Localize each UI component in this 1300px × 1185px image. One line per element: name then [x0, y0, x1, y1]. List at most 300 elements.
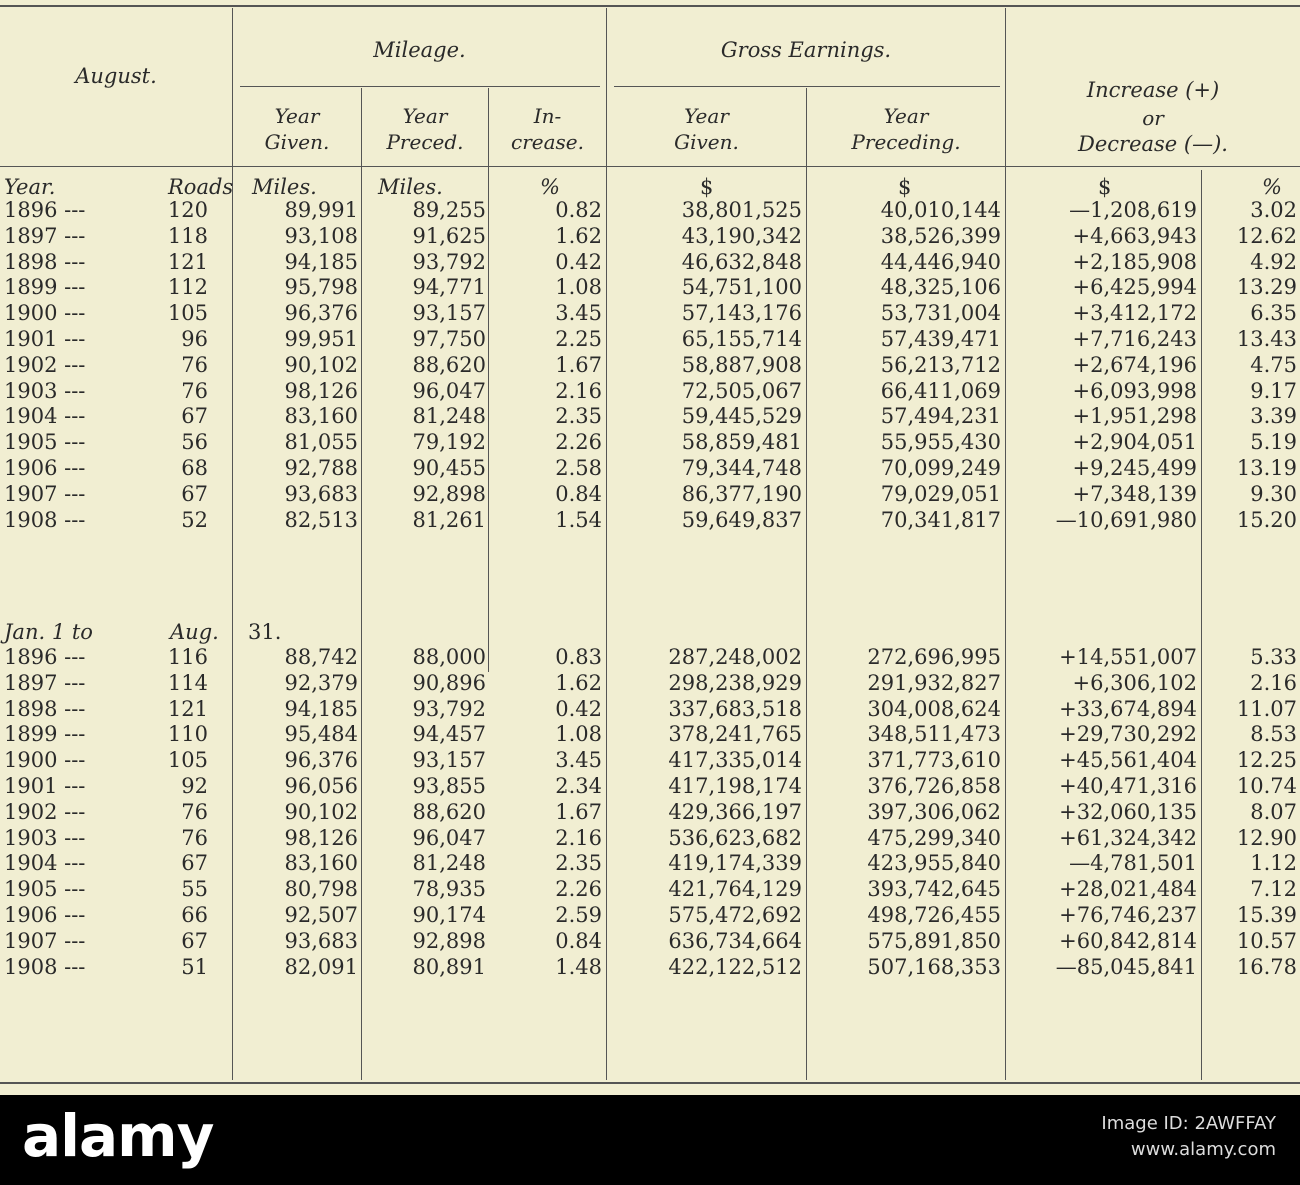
cell-change: +1,951,298 [1072, 404, 1197, 429]
cell-inc: 2.25 [555, 327, 602, 351]
cell-ge-preceding: 38,526,399 [880, 223, 1001, 248]
cell-ge-given: 575,472,692 [668, 903, 802, 927]
cell-change: +14,551,007 [1059, 645, 1197, 669]
cell-given: 80,798 [284, 877, 358, 902]
cell-preced: 90,174 [412, 903, 486, 927]
cell-inc: 3.45 [555, 301, 602, 326]
cell-preced: 80,891 [412, 954, 486, 979]
cell-year: 1908 --- [4, 954, 86, 979]
cell-change-pct: 10.74 [1236, 774, 1297, 798]
cell-preced: 81,261 [412, 507, 486, 532]
cell-change-pct: 6.35 [1250, 301, 1297, 326]
cell-year: 1908 --- [4, 507, 86, 532]
cell-year: 1901 --- [4, 327, 86, 351]
cell-given: 89,991 [284, 198, 358, 222]
cell-change: +32,060,135 [1059, 799, 1197, 824]
cell-roads: 76 [181, 825, 208, 850]
cell-ge-given: 43,190,342 [681, 223, 802, 248]
cell-year: 1903 --- [4, 825, 86, 850]
cell-change: +60,842,814 [1059, 928, 1197, 953]
table-row [0, 801, 1300, 823]
cell-inc: 0.83 [555, 645, 602, 669]
header-increase-1: Increase (+) [1086, 78, 1220, 102]
cell-roads: 121 [167, 696, 208, 721]
cell-roads: 66 [181, 903, 208, 927]
cell-change-pct: 16.78 [1236, 954, 1297, 979]
cell-change-pct: 9.30 [1250, 481, 1297, 506]
cell-roads: 55 [181, 877, 208, 902]
cell-preced: 90,455 [412, 456, 486, 480]
cell-ge-given: 378,241,765 [668, 722, 802, 747]
table-row [0, 431, 1300, 453]
cell-roads: 56 [181, 430, 208, 455]
cell-roads: 112 [167, 275, 208, 300]
cell-ge-given: 58,887,908 [681, 352, 802, 377]
cell-roads: 110 [167, 722, 208, 747]
cell-change-pct: 11.07 [1236, 696, 1297, 721]
table-row [0, 380, 1300, 402]
header-ge-year-given-2: Given. [674, 130, 739, 154]
table-row [0, 956, 1300, 978]
cell-year: 1896 --- [4, 645, 86, 669]
cell-change: +40,471,316 [1059, 774, 1197, 798]
cell-preced: 93,855 [412, 774, 486, 798]
cell-ge-given: 57,143,176 [681, 301, 802, 326]
cell-change-pct: 5.33 [1250, 645, 1297, 669]
cell-year: 1905 --- [4, 877, 86, 902]
cell-given: 83,160 [284, 851, 358, 876]
cell-change: +28,021,484 [1059, 877, 1197, 902]
table-row [0, 672, 1300, 694]
cell-preced: 78,935 [412, 877, 486, 902]
cell-given: 95,484 [284, 722, 358, 747]
cell-preced: 91,625 [412, 223, 486, 248]
cell-preced: 93,157 [412, 748, 486, 773]
cell-roads: 116 [167, 645, 208, 669]
table-row [0, 930, 1300, 952]
cell-change: —10,691,980 [1055, 507, 1197, 532]
cell-ge-preceding: 272,696,995 [867, 645, 1001, 669]
image-id: Image ID: 2AWFFAY [1101, 1113, 1276, 1134]
table-row [0, 827, 1300, 849]
table-row [0, 509, 1300, 531]
cell-change-pct: 8.53 [1250, 722, 1297, 747]
cell-change: +76,746,237 [1059, 903, 1197, 927]
cell-given: 99,951 [284, 327, 358, 351]
header-increase-col-1: In- [533, 104, 562, 128]
cell-change-pct: 4.92 [1250, 249, 1297, 274]
cell-ge-given: 429,366,197 [668, 799, 802, 824]
cell-given: 83,160 [284, 404, 358, 429]
cell-preced: 90,896 [412, 670, 486, 695]
cell-given: 92,788 [284, 456, 358, 480]
cell-change: +45,561,404 [1059, 748, 1197, 773]
cell-roads: 67 [181, 481, 208, 506]
cell-year: 1906 --- [4, 456, 86, 480]
cell-change-pct: 13.29 [1236, 275, 1297, 300]
cell-roads: 51 [181, 954, 208, 979]
cell-change: +6,093,998 [1072, 378, 1197, 403]
table-row [0, 723, 1300, 745]
cell-preced: 88,620 [412, 799, 486, 824]
cell-year: 1907 --- [4, 481, 86, 506]
cell-change: +2,904,051 [1072, 430, 1197, 455]
unit-year: Year. [4, 175, 56, 199]
cell-change-pct: 12.90 [1236, 825, 1297, 850]
cell-ge-preceding: 575,891,850 [867, 928, 1001, 953]
table-row [0, 878, 1300, 900]
unit-miles-preced: Miles. [378, 175, 443, 199]
cell-ge-preceding: 57,494,231 [880, 404, 1001, 429]
cell-roads: 121 [167, 249, 208, 274]
cell-preced: 97,750 [412, 327, 486, 351]
section2-day: 31. [248, 620, 282, 644]
cell-change: +2,674,196 [1072, 352, 1197, 377]
unit-miles-given: Miles. [252, 175, 317, 199]
cell-given: 92,379 [284, 670, 358, 695]
cell-preced: 88,000 [412, 645, 486, 669]
section2-from: Jan. 1 to [4, 620, 93, 644]
cell-ge-given: 65,155,714 [681, 327, 802, 351]
header-august: August. [75, 64, 157, 88]
table-row [0, 457, 1300, 479]
cell-ge-given: 536,623,682 [668, 825, 802, 850]
header-increase-3: Decrease (—). [1078, 132, 1228, 156]
cell-roads: 76 [181, 378, 208, 403]
cell-ge-preceding: 53,731,004 [880, 301, 1001, 326]
cell-roads: 67 [181, 928, 208, 953]
table-row [0, 328, 1300, 350]
cell-ge-given: 636,734,664 [668, 928, 802, 953]
cell-ge-given: 46,632,848 [681, 249, 802, 274]
cell-change-pct: 4.75 [1250, 352, 1297, 377]
cell-ge-preceding: 40,010,144 [880, 198, 1001, 222]
cell-change-pct: 9.17 [1250, 378, 1297, 403]
cell-inc: 3.45 [555, 748, 602, 773]
cell-given: 96,376 [284, 748, 358, 773]
section2-row [0, 621, 1300, 643]
cell-change: +33,674,894 [1059, 696, 1197, 721]
header-mileage: Mileage. [373, 38, 466, 62]
cell-roads: 76 [181, 799, 208, 824]
cell-roads: 105 [167, 301, 208, 326]
cell-year: 1901 --- [4, 774, 86, 798]
cell-given: 82,091 [284, 954, 358, 979]
cell-ge-preceding: 397,306,062 [867, 799, 1001, 824]
cell-ge-given: 86,377,190 [681, 481, 802, 506]
cell-ge-preceding: 44,446,940 [880, 249, 1001, 274]
top-rule [0, 5, 1300, 7]
cell-inc: 1.48 [555, 954, 602, 979]
table-row [0, 276, 1300, 298]
cell-inc: 2.34 [555, 774, 602, 798]
cell-ge-given: 54,751,100 [681, 275, 802, 300]
cell-change-pct: 1.12 [1250, 851, 1297, 876]
cell-roads: 118 [167, 223, 208, 248]
cell-ge-preceding: 376,726,858 [867, 774, 1001, 798]
unit-roads: Roads [168, 175, 234, 199]
cell-inc: 0.84 [555, 481, 602, 506]
cell-ge-preceding: 304,008,624 [867, 696, 1001, 721]
cell-inc: 0.84 [555, 928, 602, 953]
cell-ge-given: 287,248,002 [668, 645, 802, 669]
cell-inc: 0.42 [555, 249, 602, 274]
cell-ge-given: 38,801,525 [681, 198, 802, 222]
unit-dollar-given: $ [700, 175, 714, 199]
cell-year: 1902 --- [4, 352, 86, 377]
cell-year: 1900 --- [4, 748, 86, 773]
cell-roads: 68 [181, 456, 208, 480]
cell-ge-preceding: 70,341,817 [880, 507, 1001, 532]
header-year-preced-1: Year [402, 104, 448, 128]
cell-year: 1899 --- [4, 722, 86, 747]
cell-change-pct: 3.02 [1250, 198, 1297, 222]
cell-inc: 2.58 [555, 456, 602, 480]
cell-preced: 94,771 [412, 275, 486, 300]
cell-given: 93,683 [284, 481, 358, 506]
cell-preced: 81,248 [412, 404, 486, 429]
cell-preced: 93,792 [412, 696, 486, 721]
header-year-given-2: Given. [264, 130, 330, 154]
cell-ge-preceding: 70,099,249 [880, 456, 1001, 480]
cell-preced: 96,047 [412, 378, 486, 403]
header-year-given-1: Year [274, 104, 320, 128]
cell-ge-given: 59,445,529 [681, 404, 802, 429]
cell-change-pct: 2.16 [1250, 670, 1297, 695]
cell-year: 1903 --- [4, 378, 86, 403]
cell-change-pct: 3.39 [1250, 404, 1297, 429]
cell-preced: 92,898 [412, 928, 486, 953]
cell-roads: 67 [181, 404, 208, 429]
cell-given: 90,102 [284, 799, 358, 824]
cell-change: +6,425,994 [1072, 275, 1197, 300]
table-row [0, 354, 1300, 376]
table-row [0, 483, 1300, 505]
header-gross-earnings: Gross Earnings. [720, 38, 892, 62]
mileage-underline [240, 86, 600, 87]
unit-pct: % [540, 175, 560, 199]
cell-roads: 52 [181, 507, 208, 532]
cell-inc: 2.26 [555, 430, 602, 455]
cell-given: 81,055 [284, 430, 358, 455]
cell-year: 1906 --- [4, 903, 86, 927]
cell-given: 90,102 [284, 352, 358, 377]
cell-ge-preceding: 291,932,827 [867, 670, 1001, 695]
cell-given: 96,376 [284, 301, 358, 326]
cell-preced: 88,620 [412, 352, 486, 377]
cell-inc: 1.67 [555, 352, 602, 377]
cell-ge-given: 417,198,174 [668, 774, 802, 798]
table-row [0, 302, 1300, 324]
cell-change-pct: 8.07 [1250, 799, 1297, 824]
bottom-rule [0, 1082, 1300, 1084]
cell-year: 1896 --- [4, 198, 86, 222]
header-ge-year-preceding-1: Year [883, 104, 929, 128]
cell-change: +6,306,102 [1072, 670, 1197, 695]
cell-roads: 105 [167, 748, 208, 773]
cell-preced: 93,792 [412, 249, 486, 274]
cell-year: 1898 --- [4, 696, 86, 721]
header-ge-year-preceding-2: Preceding. [851, 130, 961, 154]
table-row [0, 199, 1300, 221]
cell-ge-preceding: 57,439,471 [880, 327, 1001, 351]
cell-preced: 93,157 [412, 301, 486, 326]
cell-year: 1904 --- [4, 851, 86, 876]
cell-ge-preceding: 393,742,645 [867, 877, 1001, 902]
table-row [0, 405, 1300, 427]
cell-inc: 0.82 [555, 198, 602, 222]
cell-inc: 1.62 [555, 223, 602, 248]
cell-given: 98,126 [284, 378, 358, 403]
cell-inc: 0.42 [555, 696, 602, 721]
cell-change: —85,045,841 [1055, 954, 1197, 979]
cell-ge-given: 72,505,067 [681, 378, 802, 403]
cell-change: +7,348,139 [1072, 481, 1197, 506]
cell-year: 1904 --- [4, 404, 86, 429]
cell-roads: 114 [167, 670, 208, 695]
cell-inc: 2.16 [555, 825, 602, 850]
cell-given: 93,683 [284, 928, 358, 953]
cell-ge-preceding: 79,029,051 [880, 481, 1001, 506]
table-row [0, 904, 1300, 926]
cell-ge-preceding: 475,299,340 [867, 825, 1001, 850]
table-row [0, 225, 1300, 247]
cell-ge-given: 79,344,748 [681, 456, 802, 480]
cell-given: 93,108 [284, 223, 358, 248]
cell-given: 88,742 [284, 645, 358, 669]
cell-ge-given: 337,683,518 [668, 696, 802, 721]
cell-ge-preceding: 348,511,473 [867, 722, 1001, 747]
unit-dollar-preceding: $ [898, 175, 912, 199]
cell-inc: 2.35 [555, 404, 602, 429]
cell-given: 98,126 [284, 825, 358, 850]
header-increase-col-2: crease. [511, 130, 584, 154]
cell-year: 1902 --- [4, 799, 86, 824]
cell-roads: 96 [181, 327, 208, 351]
cell-ge-preceding: 507,168,353 [867, 954, 1001, 979]
cell-ge-given: 419,174,339 [668, 851, 802, 876]
cell-ge-given: 421,764,129 [668, 877, 802, 902]
cell-preced: 81,248 [412, 851, 486, 876]
cell-year: 1898 --- [4, 249, 86, 274]
cell-year: 1907 --- [4, 928, 86, 953]
section2-to: Aug. [170, 620, 219, 644]
header-increase-2: or [1142, 106, 1164, 130]
cell-roads: 76 [181, 352, 208, 377]
cell-inc: 2.35 [555, 851, 602, 876]
cell-ge-preceding: 48,325,106 [880, 275, 1001, 300]
header-ge-year-given-1: Year [684, 104, 729, 128]
cell-ge-given: 59,649,837 [681, 507, 802, 532]
cell-year: 1899 --- [4, 275, 86, 300]
cell-change-pct: 15.20 [1236, 507, 1297, 532]
cell-year: 1897 --- [4, 670, 86, 695]
cell-inc: 1.54 [555, 507, 602, 532]
cell-ge-preceding: 371,773,610 [867, 748, 1001, 773]
cell-preced: 89,255 [412, 198, 486, 222]
cell-roads: 92 [181, 774, 208, 798]
cell-year: 1897 --- [4, 223, 86, 248]
cell-ge-preceding: 498,726,455 [867, 903, 1001, 927]
cell-inc: 1.62 [555, 670, 602, 695]
header-year-preced-2: Preced. [386, 130, 464, 154]
cell-ge-given: 417,335,014 [668, 748, 802, 773]
cell-change-pct: 13.19 [1236, 456, 1297, 480]
cell-change-pct: 12.25 [1236, 748, 1297, 773]
cell-year: 1900 --- [4, 301, 86, 326]
site-url: www.alamy.com [1130, 1139, 1276, 1160]
cell-change-pct: 13.43 [1236, 327, 1297, 351]
cell-change-pct: 12.62 [1236, 223, 1297, 248]
cell-change-pct: 7.12 [1250, 877, 1297, 902]
unit-pct-change: % [1262, 175, 1282, 199]
cell-change: +61,324,342 [1059, 825, 1197, 850]
cell-ge-given: 422,122,512 [668, 954, 802, 979]
cell-inc: 2.16 [555, 378, 602, 403]
unit-dollar-change: $ [1098, 175, 1112, 199]
table-row [0, 646, 1300, 668]
stock-footer [0, 1095, 1300, 1185]
cell-change-pct: 5.19 [1250, 430, 1297, 455]
image-meta [1101, 1111, 1276, 1163]
table-row [0, 749, 1300, 771]
cell-preced: 96,047 [412, 825, 486, 850]
cell-change: +7,716,243 [1072, 327, 1197, 351]
cell-ge-preceding: 56,213,712 [880, 352, 1001, 377]
cell-change-pct: 15.39 [1236, 903, 1297, 927]
table-row [0, 251, 1300, 273]
cell-change: +2,185,908 [1072, 249, 1197, 274]
cell-given: 95,798 [284, 275, 358, 300]
cell-change: +3,412,172 [1072, 301, 1197, 326]
alamy-logo: alamy [22, 1102, 214, 1170]
cell-roads: 67 [181, 851, 208, 876]
cell-change: —4,781,501 [1069, 851, 1197, 876]
cell-given: 92,507 [284, 903, 358, 927]
cell-inc: 2.59 [555, 903, 602, 927]
cell-given: 94,185 [284, 249, 358, 274]
cell-ge-given: 58,859,481 [681, 430, 802, 455]
cell-given: 82,513 [284, 507, 358, 532]
cell-change: +29,730,292 [1059, 722, 1197, 747]
units-row [0, 176, 1300, 198]
cell-given: 96,056 [284, 774, 358, 798]
cell-preced: 92,898 [412, 481, 486, 506]
cell-preced: 79,192 [412, 430, 486, 455]
cell-ge-given: 298,238,929 [668, 670, 802, 695]
cell-change: +9,245,499 [1072, 456, 1197, 480]
cell-given: 94,185 [284, 696, 358, 721]
cell-roads: 120 [167, 198, 208, 222]
cell-inc: 2.26 [555, 877, 602, 902]
cell-preced: 94,457 [412, 722, 486, 747]
cell-change: +4,663,943 [1072, 223, 1197, 248]
cell-change: —1,208,619 [1069, 198, 1197, 222]
cell-inc: 1.08 [555, 722, 602, 747]
cell-inc: 1.67 [555, 799, 602, 824]
cell-change-pct: 10.57 [1236, 928, 1297, 953]
gross-underline [614, 86, 1000, 87]
table-row [0, 775, 1300, 797]
cell-inc: 1.08 [555, 275, 602, 300]
cell-ge-preceding: 66,411,069 [880, 378, 1001, 403]
table-row [0, 852, 1300, 874]
table-row [0, 698, 1300, 720]
header-bottom-rule [0, 166, 1300, 167]
cell-year: 1905 --- [4, 430, 86, 455]
cell-ge-preceding: 423,955,840 [867, 851, 1001, 876]
cell-ge-preceding: 55,955,430 [880, 430, 1001, 455]
